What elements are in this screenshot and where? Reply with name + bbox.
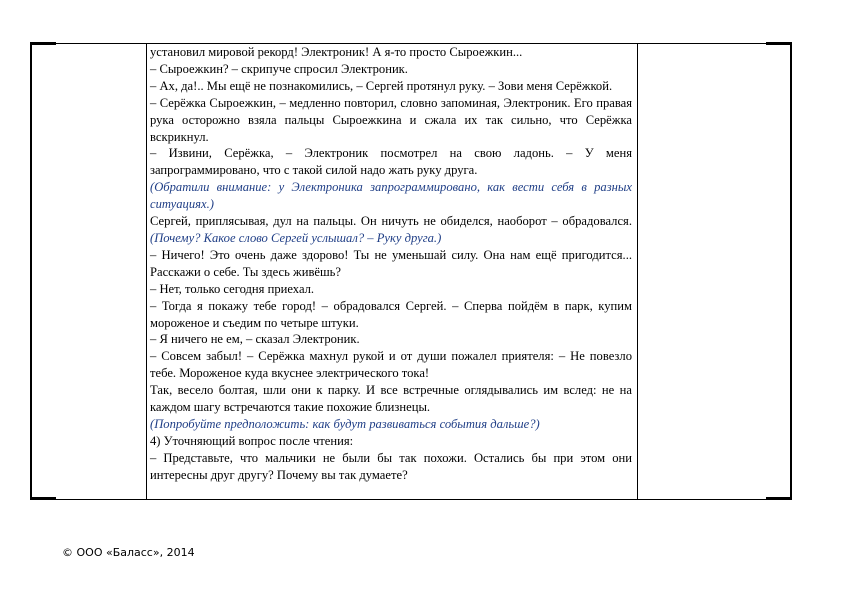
table-border-left bbox=[30, 43, 32, 499]
text-paragraph bbox=[150, 247, 632, 281]
text-paragraph bbox=[150, 61, 632, 78]
story-text: Сергей, приплясывая, дул на пальцы. Он ничуть не обиделся, наоборот – обрадовался. bbox=[150, 214, 632, 229]
text-paragraph bbox=[150, 450, 632, 484]
story-text: Так, весело болтая, шли они к парку. И все встречные оглядывались им вслед: не на каждом шагу встречаются такие похожие близнецы. bbox=[150, 383, 632, 415]
story-text: – Я ничего не ем, – сказал Электроник. bbox=[150, 332, 360, 347]
text-paragraph bbox=[150, 433, 632, 450]
story-text: – Совсем забыл! – Серёжка махнул рукой и от души пожалел приятеля: – Не повезло тебе. Мороженое куда вкуснее электрического тока! bbox=[150, 349, 632, 381]
table-border-right bbox=[790, 43, 792, 499]
corner-mark-top-right bbox=[766, 42, 792, 45]
corner-mark-bottom-left bbox=[30, 497, 56, 500]
story-text: – Ах, да!.. Мы ещё не познакомились, – Сергей протянул руку. – Зови меня Серёжкой. bbox=[150, 78, 613, 93]
teacher-comment: (Обратили внимание: у Электроника запрограммировано, как вести себя в разных ситуациях.) bbox=[150, 180, 632, 212]
text-paragraph bbox=[150, 416, 632, 433]
story-text: – Представьте, что мальчики не были бы так похожи. Остались бы при этом они интересны друг другу? Почему вы так думаете? bbox=[150, 450, 632, 482]
story-text: установил мировой рекорд! Электроник! А я-то просто Сыроежкин... bbox=[150, 45, 523, 59]
text-paragraph bbox=[150, 298, 632, 332]
text-paragraph bbox=[150, 44, 632, 61]
story-text: – Ничего! Это очень даже здорово! Ты не уменьшай силу. Она нам ещё пригодится... Расскажи о себе. Ты здесь живёшь? bbox=[150, 247, 632, 279]
text-paragraph bbox=[150, 281, 632, 298]
teacher-comment: (Почему? Какое слово Сергей услышал? – Руку друга.) bbox=[150, 230, 442, 245]
story-text: – Извини, Серёжка, – Электроник посмотрел на свою ладонь. – У меня запрограммировано, что с такой силой надо жать руку друга. bbox=[150, 146, 632, 178]
story-text: 4) Уточняющий вопрос после чтения: bbox=[150, 433, 354, 448]
text-paragraph bbox=[150, 382, 632, 416]
text-paragraph bbox=[150, 331, 632, 348]
text-paragraph bbox=[150, 348, 632, 382]
corner-mark-bottom-right bbox=[766, 497, 792, 500]
corner-mark-top-left bbox=[30, 42, 56, 45]
text-paragraph bbox=[150, 213, 632, 247]
story-text: – Серёжка Сыроежкин, – медленно повторил, словно запоминая, Электроник. Его правая рука осторожно взяла пальцы Сыроежкина и сжала их так сильно, что Серёжка вскрикнул. bbox=[150, 95, 632, 144]
teacher-comment: (Попробуйте предположить: как будут развиваться события дальше?) bbox=[150, 416, 540, 431]
story-text: – Сыроежкин? – скрипуче спросил Электроник. bbox=[150, 61, 408, 76]
column-divider-1 bbox=[146, 43, 147, 499]
story-text: – Тогда я покажу тебе город! – обрадовался Сергей. – Сперва пойдём в парк, купим мороженое и съедим по четыре штуки. bbox=[150, 298, 632, 330]
text-paragraph bbox=[150, 145, 632, 179]
text-paragraph bbox=[150, 95, 632, 146]
story-text: – Нет, только сегодня приехал. bbox=[150, 281, 315, 296]
text-paragraph bbox=[150, 78, 632, 95]
text-paragraph bbox=[150, 179, 632, 213]
column-divider-2 bbox=[637, 43, 638, 499]
lesson-text-cell bbox=[150, 44, 632, 484]
copyright-footer: © ООО «Баласс», 2014 bbox=[62, 546, 195, 559]
